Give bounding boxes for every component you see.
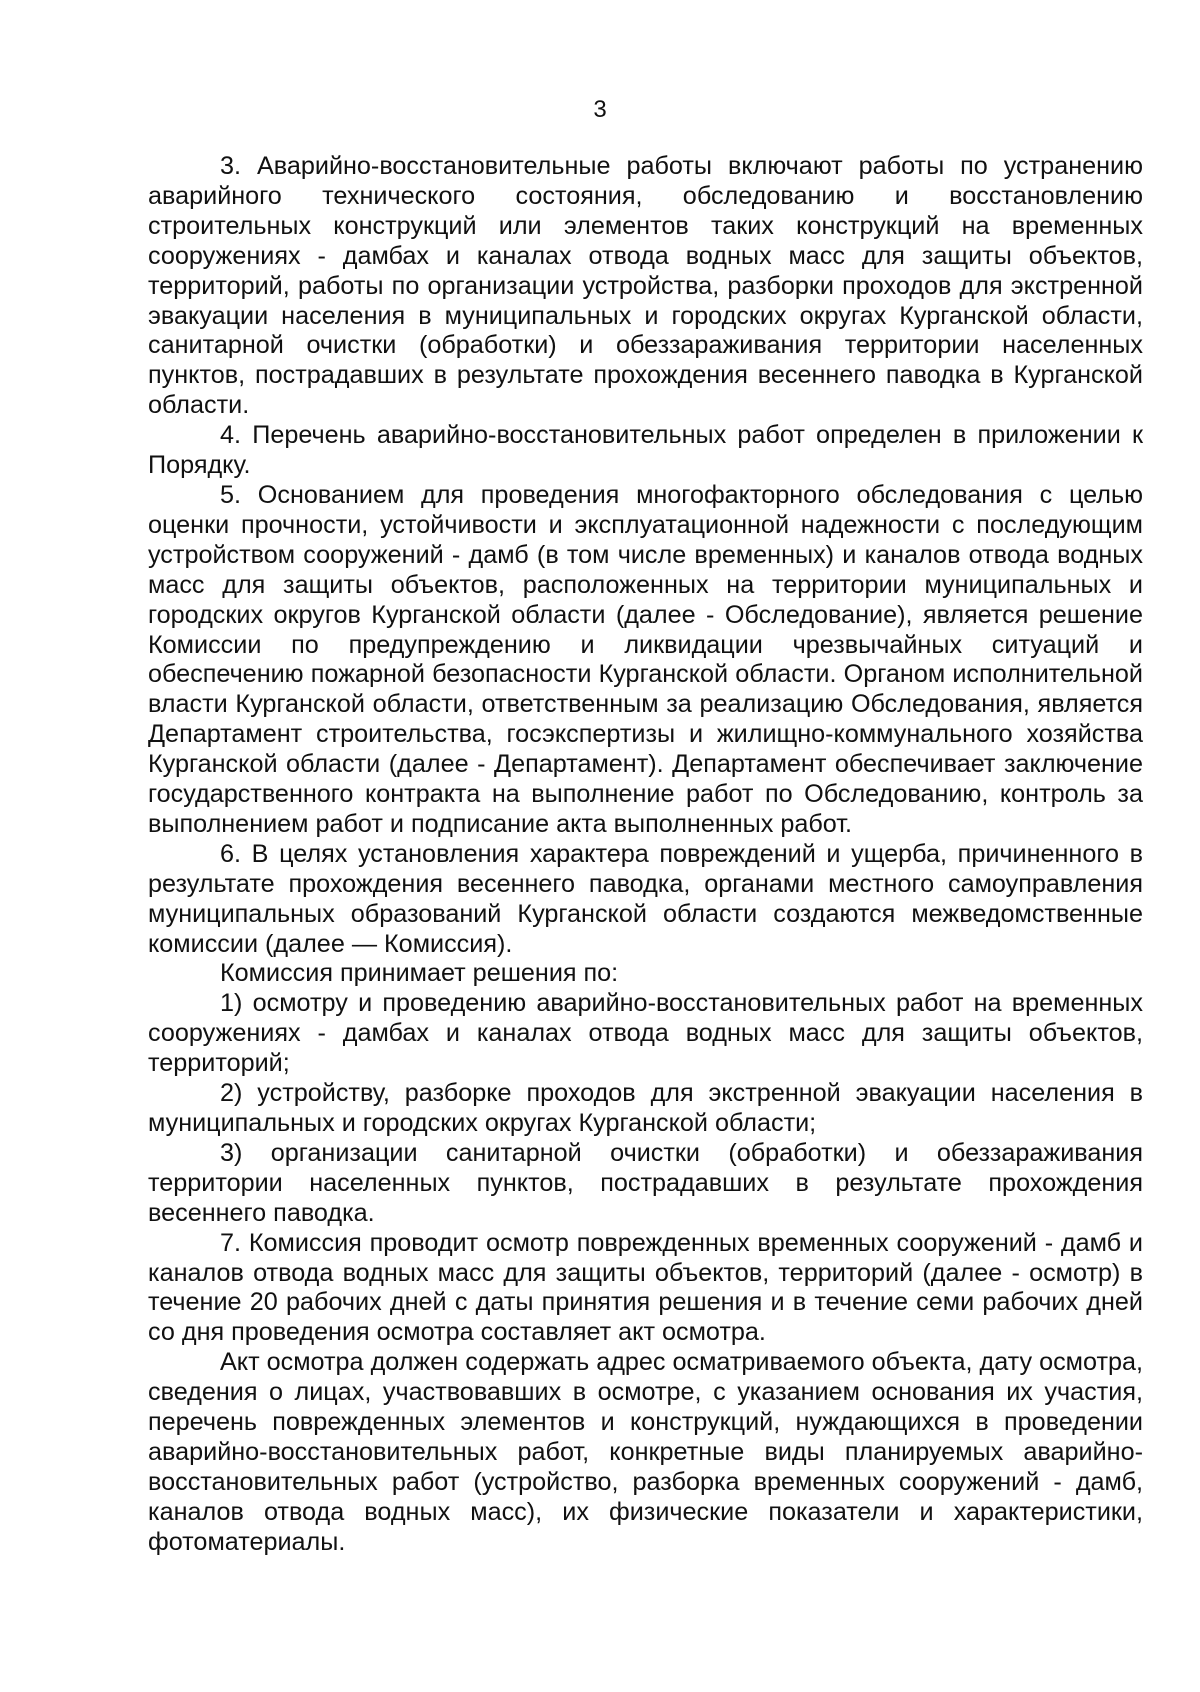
- document-body: [148, 152, 1143, 1558]
- page-number: 3: [593, 96, 607, 123]
- paragraph-3: 3. Аварийно-восстановительные работы включают работы по устранению аварийного технического состояния, обследованию и восстановлению строительных конструкций или элементов таких конструкций на временных сооружениях - дамбах и каналах отвода водных масс для защиты объектов, территорий, работы по организации устройства, разборки проходов для экстренной эвакуации населения в муниципальных и городских округах Курганской области, санитарной очистки (обработки) и обеззараживания территории населенных пунктов, пострадавших в результате прохождения весеннего паводка в Курганской области.: [148, 152, 1143, 420]
- paragraph-7: 7. Комиссия проводит осмотр поврежденных временных сооружений - дамб и каналов отвода водных масс для защиты объектов, территорий (далее - осмотр) в течение 20 рабочих дней с даты принятия решения и в течение семи рабочих дней со дня проведения осмотра составляет акт осмотра.: [148, 1228, 1143, 1347]
- paragraph-inspection-act: Акт осмотра должен содержать адрес осматриваемого объекта, дату осмотра, сведения о лицах, участвовавших в осмотре, с указанием основания их участия, перечень поврежденных элементов и конструкций, нуждающихся в проведении аварийно-восстановительных работ, конкретные виды планируемых аварийно-восстановительных работ (устройство, разборка временных сооружений - дамб, каналов отвода водных масс), их физические показатели и характеристики, фотоматериалы.: [148, 1348, 1143, 1556]
- list-item-1: 1) осмотру и проведению аварийно-восстановительных работ на временных сооружениях - дамбах и каналах отвода водных масс для защиты объектов, территорий;: [148, 989, 1143, 1078]
- list-item-3: 3) организации санитарной очистки (обработки) и обеззараживания территории населенных пунктов, пострадавших в результате прохождения весеннего паводка.: [148, 1138, 1143, 1227]
- list-item-2: 2) устройству, разборке проходов для экстренной эвакуации населения в муниципальных и городских округах Курганской области;: [148, 1079, 1143, 1137]
- paragraph-5: 5. Основанием для проведения многофакторного обследования с целью оценки прочности, устойчивости и эксплуатационной надежности с последующим устройством сооружений - дамб (в том числе временных) и каналов отвода водных масс для защиты объектов, расположенных на территории муниципальных и городских округов Курганской области (далее - Обследование), является решение Комиссии по предупреждению и ликвидации чрезвычайных ситуаций и обеспечению пожарной безопасности Курганской области. Органом исполнительной власти Курганской области, ответственным за реализацию Обследования, является Департамент строительства, госэкспертизы и жилищно-коммунального хозяйства Курганской области (далее - Департамент). Департамент обеспечивает заключение государственного контракта на выполнение работ по Обследованию, контроль за выполнением работ и подписание акта выполненных работ.: [148, 480, 1143, 838]
- paragraph-6: 6. В целях установления характера повреждений и ущерба, причиненного в результате прохождения весеннего паводка, органами местного самоуправления муниципальных образований Курганской области создаются межведомственные комиссии (далее — Комиссия).: [148, 839, 1143, 958]
- paragraph-4: 4. Перечень аварийно-восстановительных работ определен в приложении к Порядку.: [148, 421, 1143, 480]
- paragraph-commission-decisions: Комиссия принимает решения по:: [220, 959, 619, 988]
